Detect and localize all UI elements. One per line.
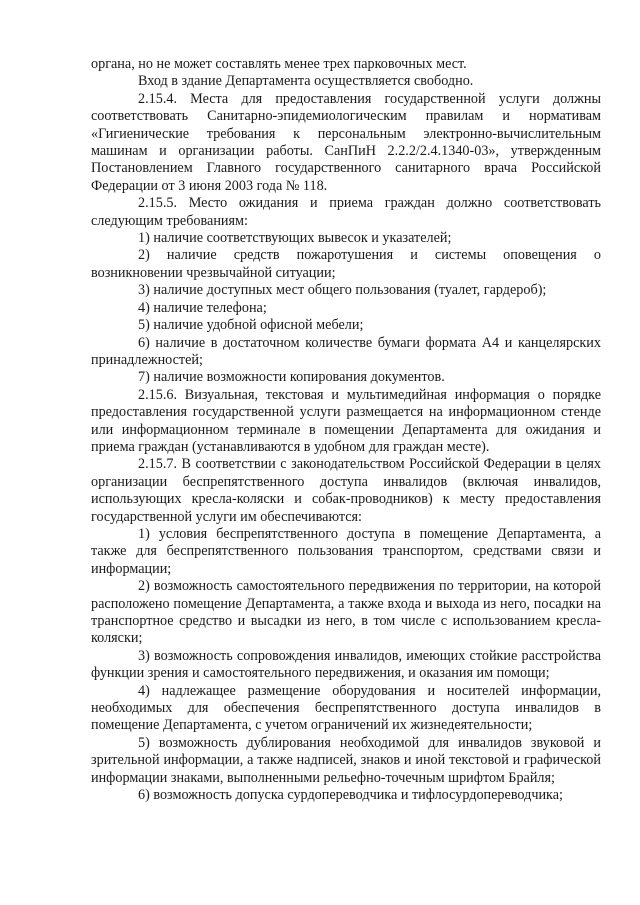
list-item-paper: 6) наличие в достаточном количестве бумаги формата А4 и канцелярских принадлежностей; (91, 334, 601, 368)
paragraph-2-15-4: 2.15.4. Места для предоставления государственной услуги должны соответствовать Санитарно-эпидемиологическим правилам и нормативам «Гигиенические требования к персональным электронно-вычислительным машинам и организации работы. СанПиН 2.2.2/2.4.1340-03», утвержденным Постановлением Главного государственного санитарного врача Российской Федерации от 3 июня 2003 года № 118. (91, 90, 601, 194)
list-item-access-conditions: 1) условия беспрепятственного доступа в помещение Департамента, а также для беспрепятственного пользования транспортом, средствами связи и информации; (91, 525, 601, 577)
list-item-furniture: 5) наличие удобной офисной мебели; (138, 317, 364, 334)
list-item-public-facilities: 3) наличие доступных мест общего пользования (туалет, гардероб); (138, 282, 547, 299)
list-item-equipment: 4) надлежащее размещение оборудования и носителей информации, необходимых для обеспечения беспрепятственного доступа инвалидов в помещение Департамента, с учетом ограничений их жизнедеятельности; (91, 682, 601, 734)
list-item-movement: 2) возможность самостоятельного передвижения по территории, на которой расположено помещение Департамента, а также входа и выхода из него, посадки на транспортное средство и высадки из него, в том числе с использованием кресла-коляски; (91, 578, 601, 647)
list-item-telephone: 4) наличие телефона; (138, 299, 267, 316)
paragraph-parking-continuation: органа, но не может составлять менее трех парковочных мест. (91, 56, 467, 72)
list-item-fire-safety: 2) наличие средств пожаротушения и системы оповещения о возникновении чрезвычайной ситуации; (91, 247, 601, 281)
document-page (91, 56, 601, 804)
paragraph-2-15-7: 2.15.7. В соответствии с законодательством Российской Федерации в целях организации беспрепятственного доступа инвалидов (включая инвалидов, использующих кресла-коляски и собак-проводников) к месту предоставления государственной услуги им обеспечиваются: (91, 456, 601, 525)
list-item-interpreter: 6) возможность допуска сурдопереводчика и тифлосурдопереводчика; (138, 787, 563, 804)
paragraph-2-15-5: 2.15.5. Место ожидания и приема граждан должно соответствовать следующим требованиям: (91, 195, 601, 229)
list-item-copying: 7) наличие возможности копирования документов. (138, 369, 445, 386)
paragraph-2-15-6: 2.15.6. Визуальная, текстовая и мультимедийная информация о порядке предоставления государственной услуги размещается на информационном стенде или информационном терминале в помещении Департамента для ожидания и приема граждан (устанавливаются в удобном для граждан месте). (91, 386, 601, 455)
list-item-escort: 3) возможность сопровождения инвалидов, имеющих стойкие расстройства функции зрения и самостоятельного передвижения, и оказания им помощи; (91, 647, 601, 682)
list-item-braille: 5) возможность дублирования необходимой для инвалидов звуковой и зрительной информации, а также надписей, знаков и иной текстовой и графической информации знаками, выполненными рельефно-точечным шрифтом Брайля; (91, 734, 601, 786)
list-item-signs: 1) наличие соответствующих вывесок и указателей; (138, 230, 452, 247)
paragraph-entrance: Вход в здание Департамента осуществляется свободно. (138, 73, 474, 90)
